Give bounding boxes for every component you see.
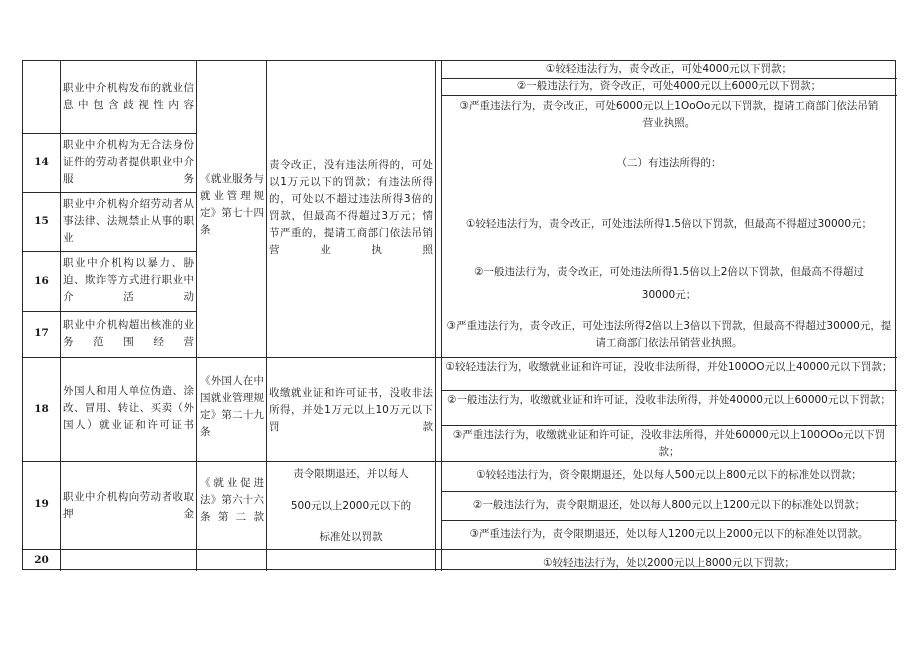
violation-item: 外国人和用人单位伪造、涂改、冒用、转让、买卖（外国人）就业证和许可证书 — [63, 385, 194, 431]
violation-item: 职业中介机构介绍劳动者从事法律、法规禁止从事的职业 — [63, 198, 194, 244]
row-divider — [23, 192, 196, 193]
column-divider — [60, 61, 61, 571]
row-divider — [441, 491, 897, 492]
group-divider — [196, 549, 441, 550]
row-number: 17 — [34, 327, 49, 339]
discretion-standard: ①较轻违法行为，处以2000元以上8000元以下罚款； — [543, 557, 795, 569]
row-divider — [441, 549, 897, 550]
group-divider — [196, 461, 441, 462]
row-divider — [23, 461, 196, 462]
column-divider — [441, 61, 442, 571]
row-number: 14 — [34, 156, 49, 168]
row-divider — [23, 549, 196, 550]
row-divider — [441, 390, 897, 391]
discretion-standard: ③严重违法行为，责令改正，可处6000元以上1OoOo元以下罚款，提请工商部门依法吊销营业执照。 — [459, 100, 879, 129]
row-number: 19 — [34, 498, 49, 510]
row-divider — [441, 95, 897, 96]
penalty-provision-line: 责令限期退还，并以每人 — [293, 468, 409, 480]
violation-item: 职业中介机构超出核准的业务范围经营 — [63, 319, 194, 348]
row-number: 16 — [34, 275, 49, 287]
group-divider — [196, 357, 441, 358]
discretion-standard: 30000元； — [641, 289, 697, 301]
row-divider — [441, 357, 897, 358]
row-number: 18 — [34, 403, 49, 415]
discretion-standard: ①较轻违法行为，收缴就业证和许可证，没收非法所得，并处100OO元以上40000元以下罚款； — [445, 361, 893, 373]
column-divider — [266, 61, 267, 571]
row-number: 20 — [34, 554, 49, 566]
discretion-standard: ③严重违法行为，责令改正，可处违法所得2倍以上3倍以下罚款，但最高不得超过30000元，提请工商部门依法吊销营业执照。 — [446, 320, 892, 349]
discretion-standard: ①较轻违法行为，责令改正，可处4000元以下罚款； — [545, 63, 793, 75]
row-divider — [23, 311, 196, 312]
legal-basis: 《外国人在中国就业管理规定》第二十九条 — [200, 375, 264, 438]
discretion-standard: ②一般违法行为，资令改正，可处4000元以上6000元以下罚款； — [516, 80, 822, 92]
legal-basis: 《就业服务与就业管理规定》第七十四条 — [200, 173, 264, 236]
column-divider — [435, 61, 436, 571]
discretion-standard: ③严重违法行为，责令限期退还，处以每人1200元以上2000元以下的标准处以罚款。 — [469, 528, 869, 540]
violation-item: 职业中介机构以暴力、胁迫、欺诈等方式进行职业中介活动 — [63, 257, 194, 303]
penalty-table — [22, 60, 896, 570]
discretion-standard-heading: （二）有违法所得的： — [616, 157, 722, 169]
penalty-provision: 责令改正，没有违法所得的，可处以1万元以下的罚款；有违法所得的，可处以不超过违法所得3倍的罚款，但最高不得超过3万元；情节严重的，提请工商部门依法吊销营业执照 — [269, 159, 433, 256]
legal-basis: 《就业促进法》第六十六条第二款 — [200, 477, 264, 523]
penalty-provision-line: 500元以上2000元以下的 — [290, 500, 412, 512]
violation-item: 职业中介机构为无合法身份证件的劳动者提供职业中介服务 — [63, 139, 194, 185]
row-divider — [441, 520, 897, 521]
row-divider — [23, 251, 196, 252]
row-divider — [23, 357, 196, 358]
discretion-standard: ①较轻违法行为，责令改正，可处违法所得1.5倍以下罚款，但最高不得超过30000元； — [465, 218, 872, 230]
discretion-standard: ②一般违法行为，责令限期退还，处以每人800元以上1200元以下的标准处以罚款； — [472, 499, 866, 511]
discretion-standard: ③严重违法行为，收缴就业证和许可证，没收非法所得，并处60000元以上100OOo元以下罚款； — [452, 429, 886, 458]
discretion-standard: ②一般违法行为，责令改正，可处违法所得1.5倍以上2倍以下罚款，但最高不得超过 — [474, 266, 864, 278]
discretion-standard: ①较轻违法行为，资令限期退还，处以每人500元以上800元以下的标准处以罚款； — [476, 469, 862, 481]
violation-item: 职业中介机构发布的就业信息中包含歧视性内容 — [63, 82, 194, 111]
discretion-standard: ②一般违法行为，收缴就业证和许可证，没收非法所得，并处40000元以上60000元以下罚款； — [447, 394, 891, 406]
violation-item: 职业中介机构向劳动者收取押金 — [63, 491, 194, 520]
column-divider — [196, 61, 197, 571]
row-divider — [441, 425, 897, 426]
row-number: 15 — [34, 215, 49, 227]
row-divider — [23, 133, 196, 134]
row-divider — [441, 461, 897, 462]
penalty-provision-line: 标准处以罚款 — [319, 531, 383, 543]
penalty-provision: 收缴就业证和许可证书，没收非法所得，并处1万元以上10万元以下罚款 — [269, 387, 433, 433]
